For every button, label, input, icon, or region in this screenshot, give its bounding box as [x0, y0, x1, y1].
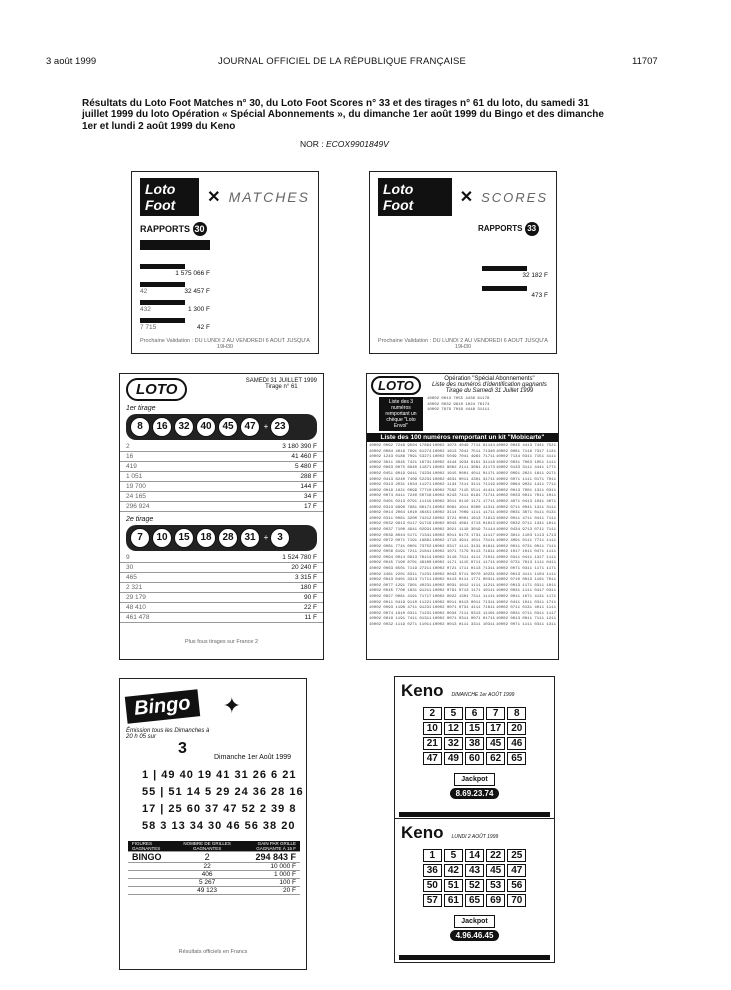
operation-number-list: 10002 0092 7249 9504 17894 10002 0084 4019 7991 61274 10002 1243 0186 7091 53271 10002 3011 3045 7421 16731 10002 0063 0075 6940 11871 10002 0451 6019 9441 74234 10002 0413 8240 7409 52231 10002 0313 2031 1034 11271 10002 0019 1921 0099 77710 10002 0074 8411 7240 50716 10002 0401 0213 0791 11119 10002 0313 6990 7981 66171 10002 0014 2064 1010 46451 10002 0311 0061 3200 74212 10002 0032 9913 0117 91719 10002 0037 7100 4941 02931 10002 0039 8044 5171 71341 10002 0072 0071 7191 19891 10002 0081 7741 0001 73752 10002 0056 6191 7211 21841 10002 0094 0014 0913 76114 10002 0045 7190 8701 48100 10002 0063 6501 7119 27211 10002 2461 2201 8311 71231 10002 0043 0401 3313 71711 10002 0077 1291 7901 40231 10002 0045 7700 1831 91211 10002 0027 0081 4191 71717 10002 0011 0419 9110 11221 10002 0093 1190 4711 91231 10002 0074 1910 0311 71231 10002 0019 1191 7411 01311 10002 0032 1119 0271 11011 10002 1073 4049 7711 91144 10002 1613 7641 7511 71340 10002 5049 7041 4961 71711 10002 4444 1934 6191 31118 10002 8062 2111 3081 21173 10002 1015 0001 4011 01171 10002 4631 0011 4301 31711 10002 1134 7411 3111 71119 10002 7562 7115 5511 41411 10002 0243 7411 6191 71711 10002 3011 0110 1171 17711 10002 0081 1011 0300 11311 10002 3114 7009 1111 11711 10002 3721 0001 1613 71913 10002 0043 4091 4713 01013 10002 3021 1118 3019 71114 10002 0011 6173 1731 11117 10002 1713 4911 1011 73111 10002 0317 1111 3131 01611 10002 1071 7179 0113 71911 10002 3116 7311 4111 71011 10002 1171 1115 0711 11711 10002 0721 1711 0113 71311 10002 0043 0711 0070 10231 10002 0413 0111 1771 00311 10002 0031 1012 1111 11211 10002 0791 0713 1171 10111 10002 0022 1301 7311 11111 10002 0011 0413 0011 71311 10002 0071 0731 4111 71611 10002 0034 7111 0313 11101 10002 0071 0311 0071 01711 10002 0013 0111 3311 10311 10002 0045 4413 7441 7521 10002 0081 7116 7317 1131 10002 7134 0311 7151 4111 10002 0031 7063 1051 1111 10002 0133 3111 4441 1771 10002 0091 2021 1611 9171 10002 0071 1111 0171 7011 10002 0064 9031 1411 7711 10002 0013 7001 1311 0311 10002 0033 0011 7011 1011 10002 4071 0413 1041 4071 10002 0711 0041 1311 3111 10002 0031 3071 0111 0131 10002 0011 4711 0411 7111 10002 0032 0711 1341 1011 10002 0434 9713 0711 7111 10002 3011 1103 1113 1713 10002 4091 0111 7711 1111 10002 0011 0731 0011 7111 10002 1017 1011 0471 1111 10002 0311 0411 1317 1111 10002 0731 7013 1111 0411 10002 0071 0311 1171 1171 10002 0013 4111 1104 1111 10002 0710 0013 1101 7011 10002 0013 1171 0311 1011 10002 0031 1111 0417 0311 10002 0011 1071 4131 1171 10002 0411 1011 0311 1711 10002 0711 0131 4011 1111 10002 0031 0711 0311 1117 10002 0013 0011 7111 1211 10002 0071 1111 0311 1311	[369, 444, 556, 627]
bingo-card: Bingo ✦ Émission tous les Dimanches à 20 h 05 sur 3 Dimanche 1er Août 1999 1 | 49 40 19 41 31 26 6 21 55 | 51 14 5 29 24 36 28 16 17 | 25 60 37 47 52 2 39 8 58 3 13 34 30 46 56 38 20 FIGURES GAGNANTES NOMBRE DE GRILLES GAGNANTES GAIN PAR GRILLE GAGNANTE À 15 F BINGO 2 294 843 F 22 10 000 F 406 1 000 F 5 267 100 F 49 123 20 F Résultats officiels en Francs	[119, 678, 307, 970]
keno-1-jackpot: Jackpot	[454, 773, 494, 786]
operation-bar: Liste des 100 numéros remportant un kit "Mobicarte"	[367, 433, 558, 442]
lotofoot-matches-footer: Prochaine Validation : DU LUNDI 2 AU VENDREDI 6 AOUT JUSQU'A 19H30	[140, 338, 310, 350]
bingo-footer: Résultats officiels en Francs	[178, 949, 248, 955]
lotofoot-matches-gains: 1 575 066 F 42 32 457 F 432 1 300 F 7 715 42 F	[140, 240, 210, 332]
loto-t2-table: 9 1 524 780 F 30 20 240 F 465 3 315 F 2 321 180 F 29 179 90 F 48 410 22 F 461 478 11 F	[120, 553, 323, 623]
keno-1-jackpot-value: 8.69.23.74	[450, 788, 500, 799]
bingo-mascot-icon: ✦	[222, 693, 242, 718]
header-page: 11707	[632, 56, 658, 67]
loto-t2-balls: 7 10 15 18 28 31 + 3	[126, 525, 317, 551]
lotofoot-scores-footer: Prochaine Validation : DU LUNDI 2 AU VENDREDI 6 AOUT JUSQU'A 19H30	[378, 338, 548, 350]
bingo-results-table: FIGURES GAGNANTES NOMBRE DE GRILLES GAGNANTES GAIN PAR GRILLE GAGNANTE À 15 F BINGO 2 294 843 F 22 10 000 F 406 1 000 F 5 267 100 F 49 123 20 F	[128, 841, 300, 895]
keno-panel-2: Keno LUNDI 2 AOÛT 1999 1 5 14 22 25 36 42 43 45 47 50 51 52 53 56 57 61 65 69 70 Jackpot 4.96.46.45	[394, 818, 555, 963]
loto-logo: LOTO	[126, 378, 187, 401]
keno-logo-2: Keno	[401, 823, 444, 842]
bingo-channel: 3	[178, 740, 187, 757]
keno-1-numbers: 2 5 6 7 8 10 12 15 17 20 21 32 38 45 46 47 49 60 62 65	[421, 705, 529, 767]
document-title: Résultats du Loto Foot Matches n° 30, du Loto Foot Scores n° 33 et des tirages n° 61 du loto, du samedi 31 juillet 1999 du loto Opération « Spécial Abonnements », du dimanche 1er août 1999 du Bingo et des dimanche 1er et lundi 2 août 1999 du Keno	[82, 98, 604, 132]
loto-footer: Plus fous tirages sur France 2	[184, 639, 259, 645]
loto-t1-balls: 8 16 32 40 45 47 + 23	[126, 414, 317, 440]
nor-reference: NOR : ECOX9901849V	[300, 139, 389, 149]
bingo-number-grid: 1 | 49 40 19 41 31 26 6 21 55 | 51 14 5 29 24 36 28 16 17 | 25 60 37 47 52 2 39 8 58 3 13 34 30 46 56 38 20	[142, 769, 304, 832]
loto-t1-table: 2 3 180 390 F 16 41 460 F 419 5 480 F 1 051 288 F 19 700 144 F 24 165 34 F 296 924 17 F	[120, 442, 323, 512]
lotofoot-scores-gains: 32 182 F 473 F	[482, 266, 548, 300]
header-date: 3 août 1999	[46, 56, 97, 67]
keno-panel-1: Keno DIMANCHE 1er AOÛT 1999 2 5 6 7 8 10 12 15 17 20 21 32 38 45 46 47 49 60 62 65 Jackpot 8.69.23.74	[394, 676, 555, 820]
lotofoot-scores-logo: Loto Foot	[378, 178, 452, 216]
operation-logo: LOTO	[371, 376, 421, 395]
keno-2-numbers: 1 5 14 22 25 36 42 43 45 47 50 51 52 53 56 57 61 65 69 70	[421, 847, 529, 909]
loto-panel: LOTO SAMEDI 31 JUILLET 1999 Tirage n° 61 1er tirage 8 16 32 40 45 47 + 23 2 3 180 390 F 16 41 460 F 419 5 480 F 1 051 288 F 19 700 144 F 24 165 34 F 296 924 17 F 2e tirage 7 10 15 18 28 31 + 3 9 1 524 780 F 30 20 240 F 465 3 315 F 2 321 180 F 29 179 90 F 48 410 22 F 461 478 11 F Plus fous tirages sur France 2	[119, 373, 324, 660]
operation-panel: LOTO Opération "Spécial Abonnements" Liste des numéros d'identification gagnants Tirage du Samedi 31 Juillet 1999 Liste des 3 numéros remportant un chèque "Loto Envol" 10002 0013 7055 4436 61178 10002 0032 9910 1024 76174 10002 7879 7049 4448 31111 Liste des 100 numéros remportant un kit "Mobicarte" 10002 0092 7249 9504 17894 10002 0084 4019 7991 61274 10002 1243 0186 7091 53271 10002 3011 3045 7421 16731 10002 0063 0075 6940 11871 10002 0451 6019 9441 74234 10002 0413 8240 7409 52231 10002 0313 2031 1034 11271 10002 0019 1921 0099 77710 10002 0074 8411 7240 50716 10002 0401 0213 0791 11119 10002 0313 6990 7981 66171 10002 0014 2064 1010 46451 10002 0311 0061 3200 74212 10002 0032 9913 0117 91719 10002 0037 7100 4941 02931 10002 0039 8044 5171 71341 10002 0072 0071 7191 19891 10002 0081 7741 0001 73752 10002 0056 6191 7211 21841 10002 0094 0014 0913 76114 10002 0045 7190 8701 48100 10002 0063 6501 7119 27211 10002 2461 2201 8311 71231 10002 0043 0401 3313 71711 10002 0077 1291 7901 40231 10002 0045 7700 1831 91211 10002 0027 0081 4191 71717 10002 0011 0419 9110 11221 10002 0093 1190 4711 91231 10002 0074 1910 0311 71231 10002 0019 1191 7411 01311 10002 0032 1119 0271 11011 10002 1073 4049 7711 91144 10002 1613 7641 7511 71340 10002 5049 7041 4961 71711 10002 4444 1934 6191 31118 10002 8062 2111 3081 21173 10002 1015 0001 4011 01171 10002 4631 0011 4301 31711 10002 1134 7411 3111 71119 10002 7562 7115 5511 41411 10002 0243 7411 6191 71711 10002 3011 0110 1171 17711 10002 0081 1011 0300 11311 10002 3114 7009 1111 11711 10002 3721 0001 1613 71913 10002 0043 4091 4713 01013 10002 3021 1118 3019 71114 10002 0011 6173 1731 11117 10002 1713 4911 1011 73111 10002 0317 1111 3131 01611 10002 1071 7179 0113 71911 10002 3116 7311 4111 71011 10002 1171 1115 0711 11711 10002 0721 1711 0113 71311 10002 0043 0711 0070 10231 10002 0413 0111 1771 00311 10002 0031 1012 1111 11211 10002 0791 0713 1171 10111 10002 0022 1301 7311 11111 10002 0011 0413 0011 71311 10002 0071 0731 4111 71611 10002 0034 7111 0313 11101 10002 0071 0311 0071 01711 10002 0013 0111 3311 10311 10002 0045 4413 7441 7521 10002 0081 7116 7317 1131 10002 7134 0311 7151 4111 10002 0031 7063 1051 1111 10002 0133 3111 4441 1771 10002 0091 2021 1611 9171 10002 0071 1111 0171 7011 10002 0064 9031 1411 7711 10002 0013 7001 1311 0311 10002 0033 0011 7011 1011 10002 4071 0413 1041 4071 10002 0711 0041 1311 3111 10002 0031 3071 0111 0131 10002 0011 4711 0411 7111 10002 0032 0711 1341 1011 10002 0434 9713 0711 7111 10002 3011 1103 1113 1713 10002 4091 0111 7711 1111 10002 0011 0731 0011 7111 10002 1017 1011 0471 1111 10002 0311 0411 1317 1111 10002 0731 7013 1111 0411 10002 0071 0311 1171 1171 10002 0013 4111 1104 1111 10002 0710 0013 1101 7011 10002 0013 1171 0311 1011 10002 0031 1111 0417 0311 10002 0011 1071 4131 1171 10002 0411 1011 0311 1711 10002 0711 0131 4011 1111 10002 0031 0711 0311 1117 10002 0013 0011 7111 1211 10002 0071 1111 0311 1311	[366, 373, 559, 660]
header-journal: JOURNAL OFFICIEL DE LA RÉPUBLIQUE FRANÇAISE	[218, 56, 467, 67]
keno-2-jackpot: Jackpot	[454, 915, 494, 928]
lotofoot-logo: Loto Foot	[140, 178, 199, 216]
lotofoot-matches-panel: Loto Foot ✕ MATCHES RAPPORTS 30 1 575 066 F 42 32 457 F 432 1 300 F 7 715 42 F Prochaine Validation : DU LUNDI 2 AU VENDREDI 6 AOUT JUSQU'A 19H30	[131, 171, 319, 354]
bingo-logo: Bingo	[125, 689, 200, 723]
keno-logo-1: Keno	[401, 681, 444, 700]
keno-2-jackpot-value: 4.96.46.45	[450, 930, 500, 941]
lotofoot-scores-panel: Loto Foot ✕ SCORES RAPPORTS 33 32 182 F 473 F Prochaine Validation : DU LUNDI 2 AU VENDREDI 6 AOUT JUSQU'A 19H30	[369, 171, 557, 354]
